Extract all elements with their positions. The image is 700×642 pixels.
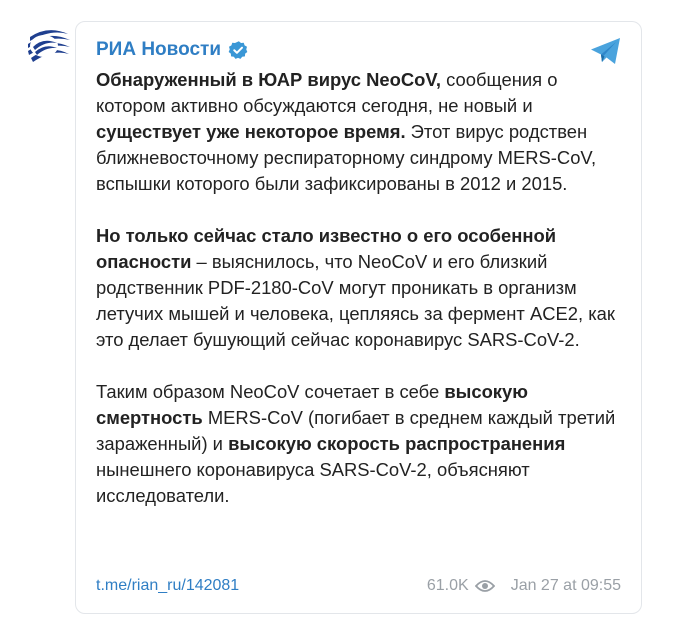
message-footer	[96, 574, 621, 598]
eye-icon	[475, 579, 495, 593]
text-run: Таким образом NeoCoV сочетает в себе	[96, 381, 445, 402]
message-text	[96, 67, 616, 509]
post-date[interactable]: Jan 27 at 09:55	[510, 577, 621, 594]
bold-text: Но только сейчас стало известно о его особенной опасности	[96, 225, 557, 272]
bold-text: высокую смертность	[96, 381, 528, 428]
telegram-logo-icon[interactable]	[590, 36, 622, 66]
channel-name[interactable]: РИА Новости	[96, 39, 221, 60]
channel-avatar[interactable]	[23, 19, 73, 69]
message-paragraph-1	[96, 67, 616, 197]
message-header	[96, 36, 248, 64]
text-run: нынешнего коронавируса SARS-CoV-2, объясняют исследователи.	[96, 459, 530, 506]
bold-text: Обнаруженный в ЮАР вирус NeoCoV,	[96, 69, 442, 90]
ria-logo-icon	[23, 19, 73, 69]
text-run: – выяснилось, что NeoCoV и его близкий родственник PDF-2180-CoV могут проникать в организм летучих мышей и человека, цепляясь за фермент ACE2, как это делает бушующий сейчас коронавирус SARS-CoV-2.	[96, 251, 615, 350]
verified-badge-icon	[228, 40, 248, 60]
message-card	[75, 21, 642, 614]
post-meta	[427, 577, 621, 595]
bold-text: существует уже некоторое время.	[96, 121, 406, 142]
text-run: Этот вирус родствен ближневосточному респираторному синдрому MERS-CoV, вспышки которого были зафиксированы в 2012 и 2015.	[96, 121, 597, 194]
message-paragraph-3	[96, 379, 616, 509]
text-run: MERS-CoV (погибает в среднем каждый третий зараженный) и	[96, 407, 616, 454]
text-run: сообщения о котором активно обсуждаются сегодня, не новый и	[96, 69, 558, 116]
view-count: 61.0K	[426, 577, 469, 594]
bold-text: высокую скорость распространения	[228, 433, 566, 454]
post-link[interactable]: t.me/rian_ru/142081	[96, 577, 240, 594]
message-paragraph-2	[96, 223, 616, 353]
